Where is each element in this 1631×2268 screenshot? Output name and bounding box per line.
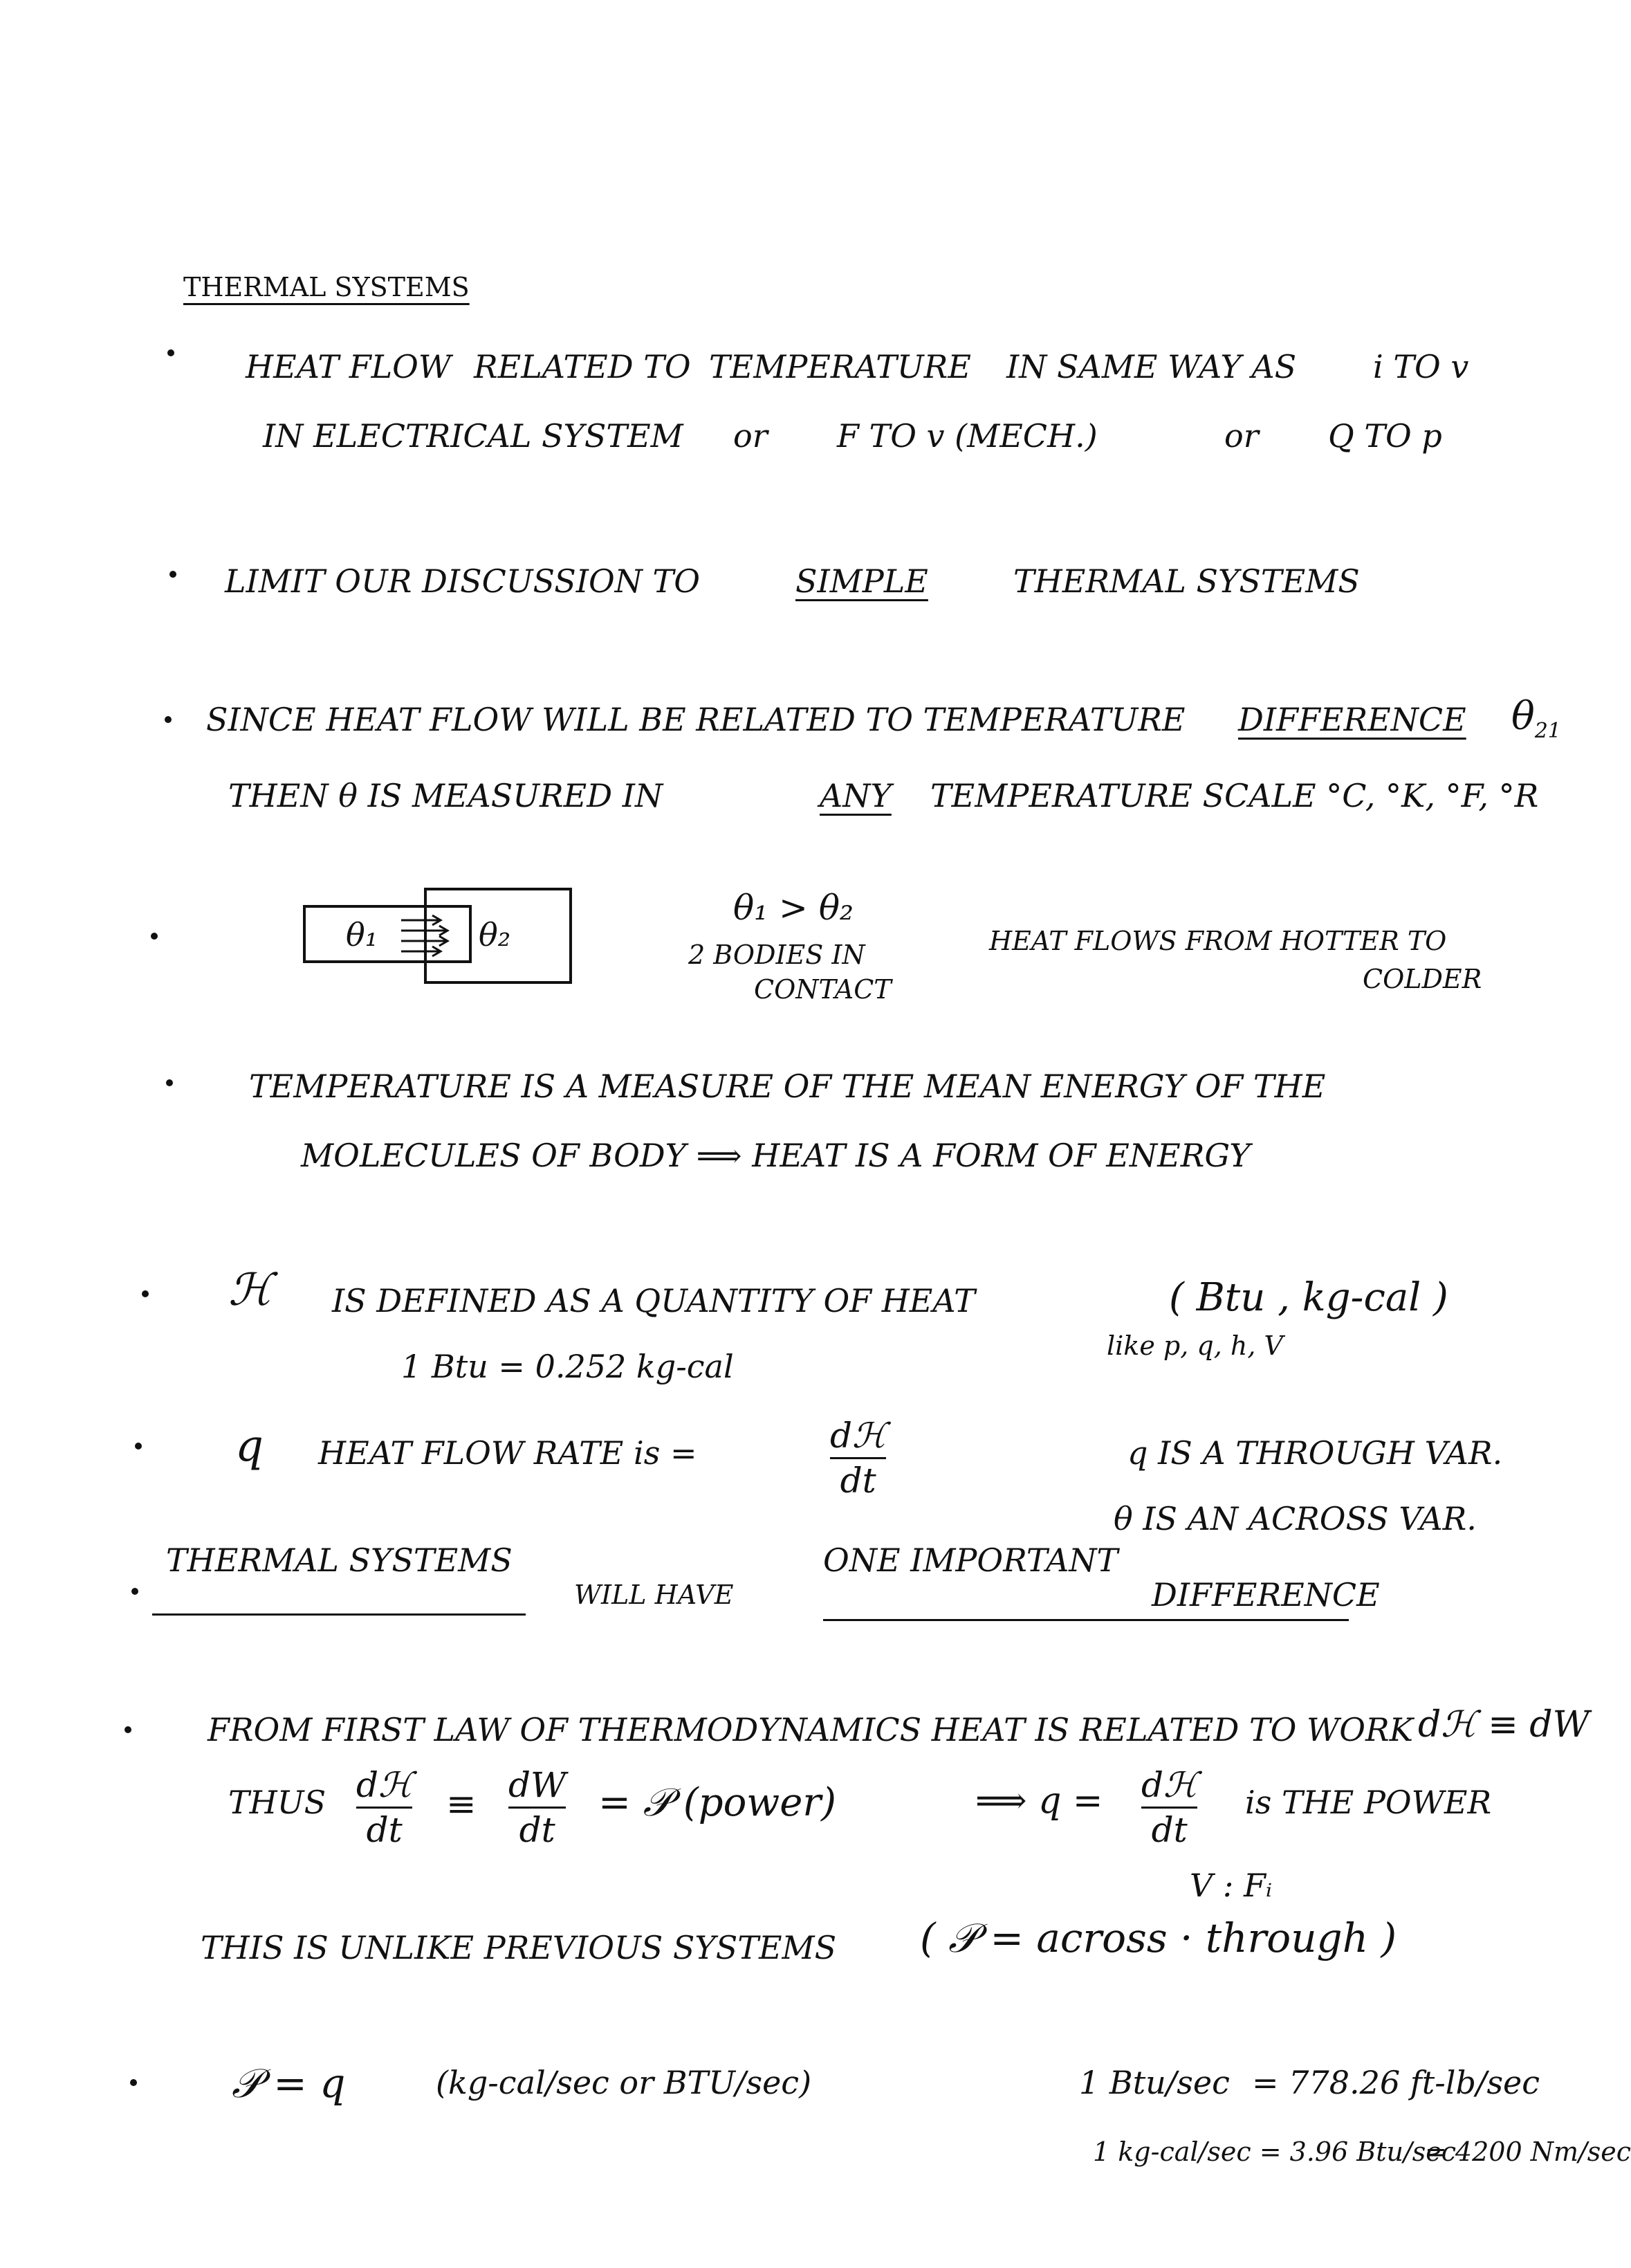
difference-label: DIFFERENCE xyxy=(1238,701,1466,738)
dh-dt-fraction: dℋ dt xyxy=(830,1416,887,1501)
any-label: ANY xyxy=(820,777,892,814)
like-vars-note: like p, q, h, V xyxy=(1107,1330,1283,1361)
first-law-text: FROM FIRST LAW OF THERMODYNAMICS HEAT IS RELATED TO WORK xyxy=(208,1711,1413,1748)
thermal-systems-note: THERMAL SYSTEMS xyxy=(166,1542,513,1579)
temperature-def-line1: TEMPERATURE IS A MEASURE OF THE MEAN ENERGY OF THE xyxy=(249,1068,1326,1105)
heat-rate-symbol: q xyxy=(235,1420,264,1472)
two-bodies-label: 2 BODIES IN xyxy=(688,940,865,970)
one-important-text: ONE IMPORTANT xyxy=(823,1542,1118,1579)
f-to-v-label: F TO v (MECH.) xyxy=(837,417,1098,455)
btu-per-sec: 1 Btu/sec xyxy=(1079,2064,1230,2101)
heat-flows-label: HEAT FLOWS FROM HOTTER TO xyxy=(989,926,1447,956)
or-label: or xyxy=(733,417,768,455)
p-equals-q: 𝒫 = q xyxy=(232,2060,346,2107)
dh-dt-fraction: dℋ dt xyxy=(356,1765,413,1850)
btu-conversion: 1 Btu = 0.252 kg-cal xyxy=(401,1348,734,1385)
scale-text: TEMPERATURE SCALE °C, °K, °F, °R xyxy=(930,777,1539,814)
btu-ftlb: = 778.26 ft-lb/sec xyxy=(1252,2064,1540,2101)
limit-text: LIMIT OUR DISCUSSION TO xyxy=(225,563,700,600)
scan-artifact xyxy=(1405,0,1592,6)
power-units: (kg-cal/sec or BTU/sec) xyxy=(436,2064,812,2101)
simple-label: SIMPLE xyxy=(795,563,928,600)
heat-units: ( Btu , kg-cal ) xyxy=(1169,1275,1448,1320)
thermal-systems-label: THERMAL SYSTEMS xyxy=(1013,563,1360,600)
through-var-text: q IS A THROUGH VAR. xyxy=(1127,1434,1503,1472)
bullet xyxy=(166,1079,173,1086)
electrical-label: IN ELECTRICAL SYSTEM xyxy=(263,417,683,455)
heat-flow-label: HEAT FLOW xyxy=(246,348,452,385)
contact-label: CONTACT xyxy=(754,974,892,1005)
is-power-text: is THE POWER xyxy=(1245,1784,1492,1821)
kgcal-nm: = 4200 Nm/sec xyxy=(1425,2137,1631,2167)
equiv-sign: ≡ xyxy=(446,1784,477,1825)
unlike-text: THIS IS UNLIKE PREVIOUS SYSTEMS xyxy=(201,1929,837,1966)
thus-label: THUS xyxy=(228,1784,326,1821)
dh-dt-fraction: dℋ dt xyxy=(1141,1765,1198,1850)
heat-symbol: ℋ xyxy=(228,1265,273,1316)
theta1-label: θ₁ xyxy=(346,916,378,953)
dh-equiv-dw: dℋ ≡ dW xyxy=(1418,1704,1590,1746)
bullet xyxy=(169,571,176,578)
bullet xyxy=(125,1726,131,1733)
power-formula: ( 𝒫 = across · through ) xyxy=(920,1914,1397,1961)
since-text: SINCE HEAT FLOW WILL BE RELATED TO TEMPERATURE xyxy=(206,701,1186,738)
v-f-vars: V : Fᵢ xyxy=(1190,1867,1273,1904)
then-text: THEN θ IS MEASURED IN xyxy=(228,777,663,814)
theta2-label: θ₂ xyxy=(479,916,511,953)
inequality-label: θ₁ > θ₂ xyxy=(733,888,854,928)
or-label: or xyxy=(1224,417,1259,455)
temperature-def-line2: MOLECULES OF BODY ⟹ HEAT IS A FORM OF ENERGY xyxy=(301,1137,1251,1174)
page-title: THERMAL SYSTEMS xyxy=(183,272,470,302)
same-way-label: IN SAME WAY AS xyxy=(1006,348,1297,385)
difference-text: DIFFERENCE xyxy=(1152,1576,1380,1613)
colder-label: COLDER xyxy=(1363,964,1482,994)
bullet xyxy=(151,933,158,940)
will-have-text: WILL HAVE xyxy=(574,1580,734,1610)
bullet xyxy=(167,349,174,356)
related-to-label: RELATED TO xyxy=(474,348,691,385)
power-eq: = 𝒫 (power) xyxy=(598,1780,837,1825)
i-to-v-label: i TO v xyxy=(1373,348,1469,385)
theta-symbol: $\theta_{21}$ xyxy=(1511,694,1561,744)
kgcal-btu: 1 kg-cal/sec = 3.96 Btu/sec xyxy=(1093,2137,1457,2167)
bullet xyxy=(142,1290,149,1297)
bullet xyxy=(130,2079,137,2086)
body-1-box xyxy=(304,906,470,962)
heat-rate-text: HEAT FLOW RATE is = xyxy=(318,1434,697,1472)
dw-dt-fraction: dW dt xyxy=(508,1765,566,1850)
implies-q: ⟹ q = xyxy=(975,1780,1103,1822)
heat-defined-text: IS DEFINED AS A QUANTITY OF HEAT xyxy=(332,1282,975,1319)
q-to-p-label: Q TO p xyxy=(1328,417,1442,455)
underline xyxy=(152,1613,526,1616)
temperature-label: TEMPERATURE xyxy=(709,348,971,385)
bullet xyxy=(165,716,172,723)
bullet xyxy=(131,1588,138,1595)
bullet xyxy=(135,1443,142,1449)
two-bodies-diagram xyxy=(297,882,588,993)
across-var-text: θ IS AN ACROSS VAR. xyxy=(1114,1500,1477,1537)
underline xyxy=(823,1619,1349,1621)
